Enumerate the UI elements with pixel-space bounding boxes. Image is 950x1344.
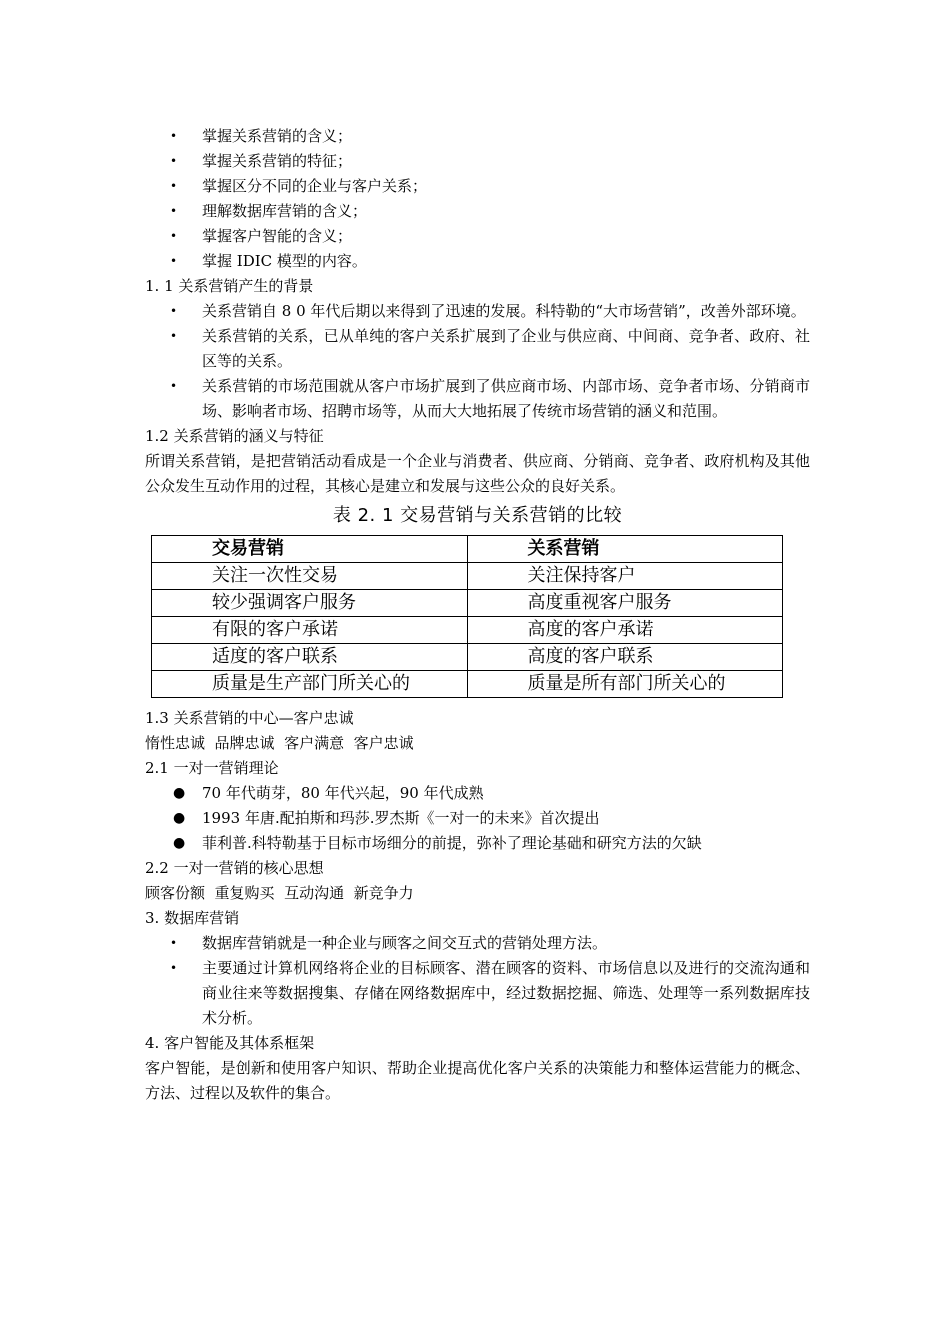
section-2-2-keywords: 顾客份额 重复购买 互动沟通 新竞争力 [145, 884, 414, 902]
section-heading-2-1: 2.1 一对一营销理论 [145, 759, 279, 777]
list-item: ● 菲利普.科特勒基于目标市场细分的前提，弥补了理论基础和研究方法的欠缺 [145, 831, 810, 856]
list-item: • 数据库营销就是一种企业与顾客之间交互式的营销处理方法。 [145, 931, 810, 956]
list-item: ● 1993 年唐.配拍斯和玛莎.罗杰斯《一对一的未来》首次提出 [145, 806, 810, 831]
section-heading-4: 4. 客户智能及其体系框架 [145, 1034, 315, 1052]
table-cell: 关注保持客户 [467, 563, 783, 590]
bullet-marker: • [170, 304, 178, 318]
list-item: • 掌握区分不同的企业与客户关系； [145, 174, 810, 199]
list-item: • 理解数据库营销的含义； [145, 199, 810, 224]
table-row [152, 617, 783, 644]
table-header-cell: 交易营销 [152, 536, 468, 563]
table-cell: 质量是生产部门所关心的 [152, 671, 468, 698]
section-4-paragraph: 客户智能，是创新和使用客户知识、帮助企业提高优化客户关系的决策能力和整体运营能力的概念、方法、过程以及软件的集合。 [145, 1059, 810, 1102]
dot-marker: ● [173, 810, 186, 826]
table-header-cell: 关系营销 [467, 536, 783, 563]
bullet-marker: • [170, 204, 178, 218]
bullet-marker: • [170, 936, 178, 950]
section-1-2-paragraph: 所谓关系营销，是把营销活动看成是一个企业与消费者、供应商、分销商、竞争者、政府机构及其他公众发生互动作用的过程，其核心是建立和发展与这些公众的良好关系。 [145, 452, 810, 495]
list-item: ● 70 年代萌芽，80 年代兴起，90 年代成熟 [145, 781, 810, 806]
bullet-marker: • [170, 329, 178, 343]
table-cell: 高度的客户承诺 [467, 617, 783, 644]
list-item: • 掌握客户智能的含义； [145, 224, 810, 249]
table-caption: 表 2. 1 交易营销与关系营销的比较 [332, 505, 623, 526]
list-item: • 掌握关系营销的含义； [145, 124, 810, 149]
section-1-1-list [145, 299, 810, 424]
list-item: • 关系营销的关系，已从单纯的客户关系扩展到了企业与供应商、中间商、竞争者、政府、社区等的关系。 [145, 324, 810, 374]
section-heading-3: 3. 数据库营销 [145, 909, 240, 927]
dot-marker: ● [173, 785, 186, 801]
table-header-row [152, 536, 783, 563]
list-item: • 主要通过计算机网络将企业的目标顾客、潜在顾客的资料、市场信息以及进行的交流沟通和商业往来等数据搜集、存储在网络数据库中，经过数据挖掘、筛选、处理等一系列数据库技术分析。 [145, 956, 810, 1031]
table-row [152, 644, 783, 671]
bullet-marker: • [170, 254, 178, 268]
table-cell: 关注一次性交易 [152, 563, 468, 590]
comparison-table [151, 535, 783, 698]
table-cell: 高度重视客户服务 [467, 590, 783, 617]
table-row [152, 590, 783, 617]
bullet-marker: • [170, 229, 178, 243]
section-2-1-list [145, 781, 810, 856]
table-cell: 较少强调客户服务 [152, 590, 468, 617]
section-heading-1-3: 1.3 关系营销的中心—客户忠诚 [145, 709, 354, 727]
objectives-list [145, 124, 810, 274]
table-row [152, 563, 783, 590]
table-row [152, 671, 783, 698]
dot-marker: ● [173, 835, 186, 851]
bullet-marker: • [170, 129, 178, 143]
section-heading-2-2: 2.2 一对一营销的核心思想 [145, 859, 324, 877]
section-1-3-keywords: 惰性忠诚 品牌忠诚 客户满意 客户忠诚 [145, 734, 414, 752]
table-cell: 适度的客户联系 [152, 644, 468, 671]
bullet-marker: • [170, 961, 178, 975]
table-cell: 质量是所有部门所关心的 [467, 671, 783, 698]
table-cell: 高度的客户联系 [467, 644, 783, 671]
section-heading-1-1: 1. 1 关系营销产生的背景 [145, 277, 314, 295]
section-heading-1-2: 1.2 关系营销的涵义与特征 [145, 427, 324, 445]
list-item: • 关系营销的市场范围就从客户市场扩展到了供应商市场、内部市场、竞争者市场、分销商市场、影响者市场、招聘市场等，从而大大地拓展了传统市场营销的涵义和范围。 [145, 374, 810, 424]
list-item: • 关系营销自 8 0 年代后期以来得到了迅速的发展。科特勒的“大市场营销”，改善外部环境。 [145, 299, 810, 324]
list-item: • 掌握 IDIC 模型的内容。 [145, 249, 810, 274]
bullet-marker: • [170, 179, 178, 193]
bullet-marker: • [170, 154, 178, 168]
document-body [145, 124, 810, 1106]
bullet-marker: • [170, 379, 178, 393]
table-cell: 有限的客户承诺 [152, 617, 468, 644]
list-item: • 掌握关系营销的特征； [145, 149, 810, 174]
section-3-list [145, 931, 810, 1031]
